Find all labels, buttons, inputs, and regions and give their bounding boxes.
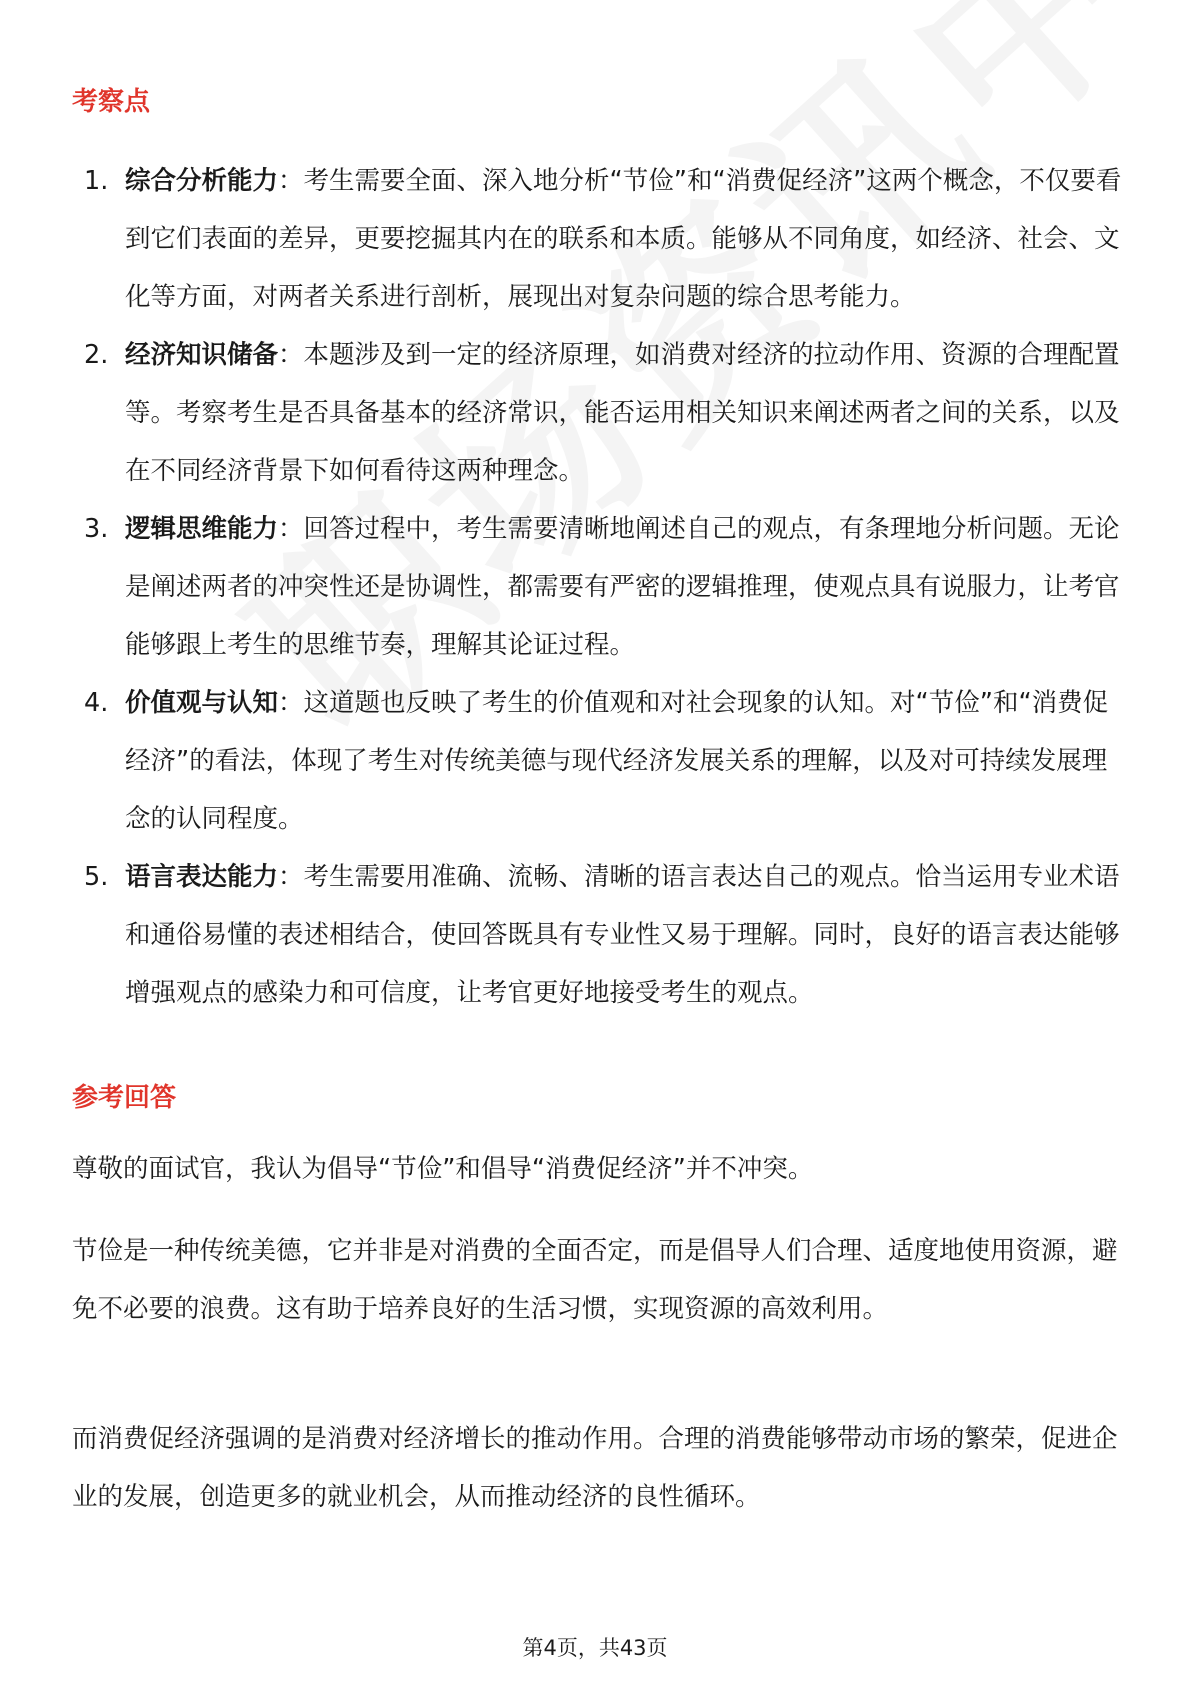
item-heading: 综合分析能力: [125, 166, 279, 196]
item-heading: 价值观与认知: [125, 688, 279, 718]
inspection-point-list: [72, 152, 1122, 1022]
item-body: ：本题涉及到一定的经济原理，如消费对经济的拉动作用、资源的合理配置等。考察考生是否具备基本的经济常识，能否运用相关知识来阐述两者之间的关系，以及在不同经济背景下如何看待这两种理念。: [125, 340, 1120, 486]
item-heading: 语言表达能力: [125, 862, 279, 892]
item-number: 3.: [84, 514, 109, 544]
item-body: ：回答过程中，考生需要清晰地阐述自己的观点，有条理地分析问题。无论是阐述两者的冲突性还是协调性，都需要有严密的逻辑推理，使观点具有说服力，让考官能够跟上考生的思维节奏，理解其论证过程。: [125, 514, 1120, 660]
item-number: 2.: [84, 340, 109, 370]
item-number: 4.: [84, 688, 109, 718]
answer-paragraph: 尊敬的面试官，我认为倡导“节俭”和倡导“消费促经济”并不冲突。: [72, 1154, 814, 1184]
item-body: ：考生需要用准确、流畅、清晰的语言表达自己的观点。恰当运用专业术语和通俗易懂的表述相结合，使回答既具有专业性又易于理解。同时，良好的语言表达能够增强观点的感染力和可信度，让考官更好地接受考生的观点。: [125, 862, 1120, 1008]
page-number: 第4页，共43页: [522, 1636, 668, 1660]
item-body: ：考生需要全面、深入地分析“节俭”和“消费促经济”这两个概念，不仅要看到它们表面的差异，更要挖掘其内在的联系和本质。能够从不同角度，如经济、社会、文化等方面，对两者关系进行剖析，展现出对复杂问题的综合思考能力。: [125, 166, 1122, 312]
list-item: [72, 848, 1122, 1022]
list-item: [72, 326, 1122, 500]
item-body: ：这道题也反映了考生的价值观和对社会现象的认知。对“节俭”和“消费促经济”的看法，体现了考生对传统美德与现代经济发展关系的理解，以及对可持续发展理念的认同程度。: [125, 688, 1109, 834]
answer-paragraph: 节俭是一种传统美德，它并非是对消费的全面否定，而是倡导人们合理、适度地使用资源，避免不必要的浪费。这有助于培养良好的生活习惯，实现资源的高效利用。: [72, 1236, 1118, 1324]
item-heading: 逻辑思维能力: [125, 514, 279, 544]
list-item: [72, 500, 1122, 674]
item-number: 5.: [84, 862, 109, 892]
list-item: [72, 674, 1122, 848]
section-title-answer: 参考回答: [72, 1083, 177, 1113]
list-item: [72, 152, 1122, 326]
item-number: 1.: [84, 166, 109, 196]
answer-paragraph: 而消费促经济强调的是消费对经济增长的推动作用。合理的消费能够带动市场的繁荣，促进企业的发展，创造更多的就业机会，从而推动经济的良性循环。: [72, 1424, 1118, 1512]
section-title-inspection: 考察点: [72, 87, 151, 117]
item-heading: 经济知识储备: [125, 340, 279, 370]
